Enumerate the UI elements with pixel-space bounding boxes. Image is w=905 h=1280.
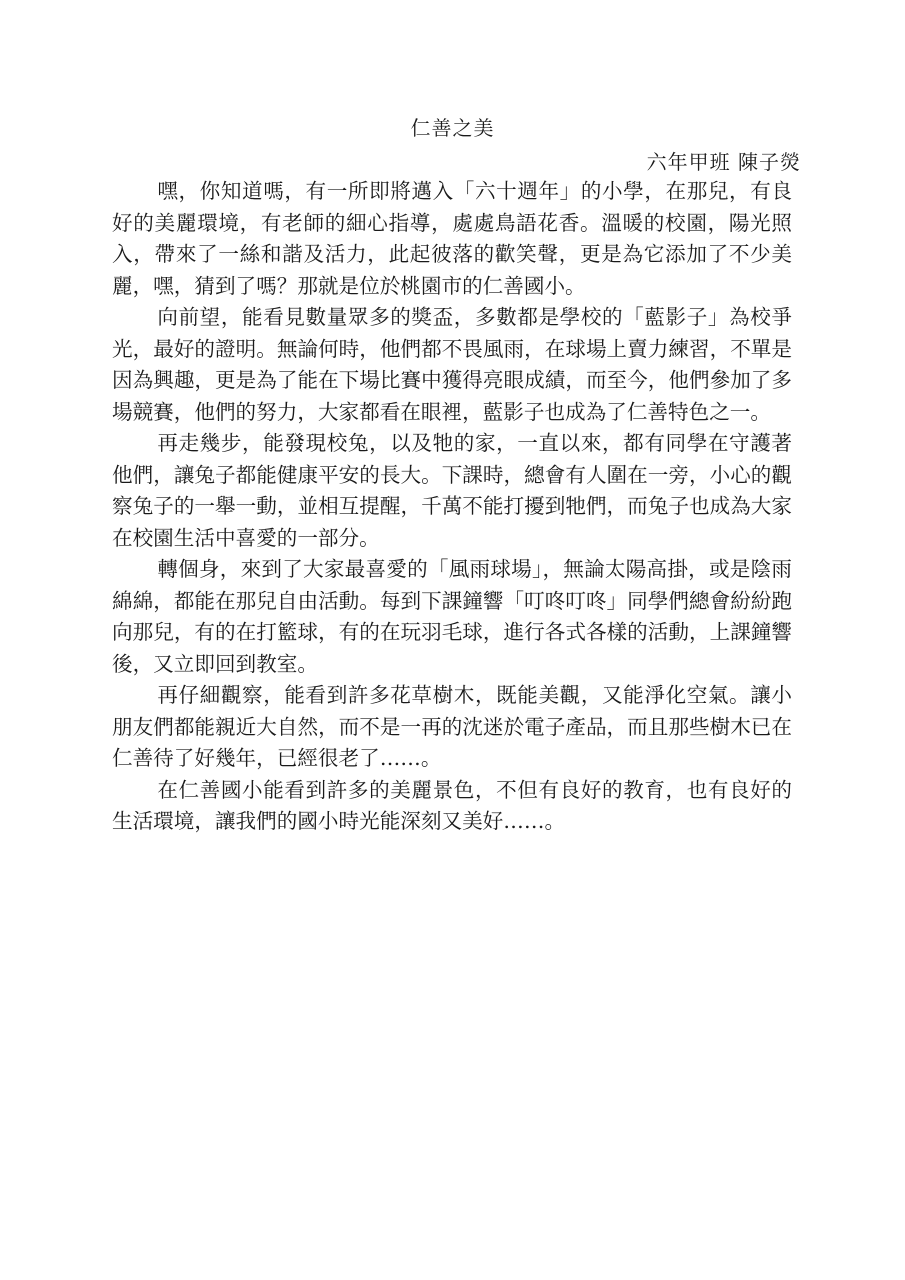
author-line: 六年甲班 陳子熒 <box>646 150 801 174</box>
paragraph-3: 再走幾步，能發現校兔，以及牠的家，一直以來，都有同學在守護著他們，讓兔子都能健康平安的長大。下課時，總會有人圍在一旁，小心的觀察兔子的一舉一動，並相互提醒，千萬不能打擾到牠們，而兔子也成為大家在校園生活中喜愛的一部分。 <box>112 431 792 550</box>
paragraph-2: 向前望，能看見數量眾多的獎盃，多數都是學校的「藍影子」為校爭光，最好的證明。無論何時，他們都不畏風雨，在球場上賣力練習，不單是因為興趣，更是為了能在下場比賽中獲得亮眼成績，而至今，他們參加了多場競賽，他們的努力，大家都看在眼裡，藍影子也成為了仁善特色之一。 <box>112 305 792 424</box>
paragraph-6: 在仁善國小能看到許多的美麗景色，不但有良好的教育，也有良好的生活環境，讓我們的國小時光能深刻又美好……。 <box>112 777 792 833</box>
paragraph-1: 嘿，你知道嗎，有一所即將邁入「六十週年」的小學，在那兒，有良好的美麗環境，有老師的細心指導，處處鳥語花香。溫暖的校園，陽光照入，帶來了一絲和諧及活力，此起彼落的歡笑聲，更是為它添加了不少美麗，嘿，猜到了嗎？那就是位於桃園市的仁善國小。 <box>112 179 792 298</box>
paragraph-5: 再仔細觀察，能看到許多花草樹木，既能美觀，又能淨化空氣。讓小朋友們都能親近大自然，而不是一再的沈迷於電子產品，而且那些樹木已在仁善待了好幾年，已經很老了……。 <box>112 683 792 770</box>
essay-body <box>112 176 792 838</box>
paragraph-4: 轉個身，來到了大家最喜愛的「風雨球場」，無論太陽高掛，或是陰雨綿綿，都能在那兒自由活動。每到下課鐘響「叮咚叮咚」同學們總會紛紛跑向那兒，有的在打籃球，有的在玩羽毛球，進行各式各樣的活動，上課鐘響後，又立即回到教室。 <box>112 557 792 676</box>
essay-title: 仁善之美 <box>410 116 495 140</box>
